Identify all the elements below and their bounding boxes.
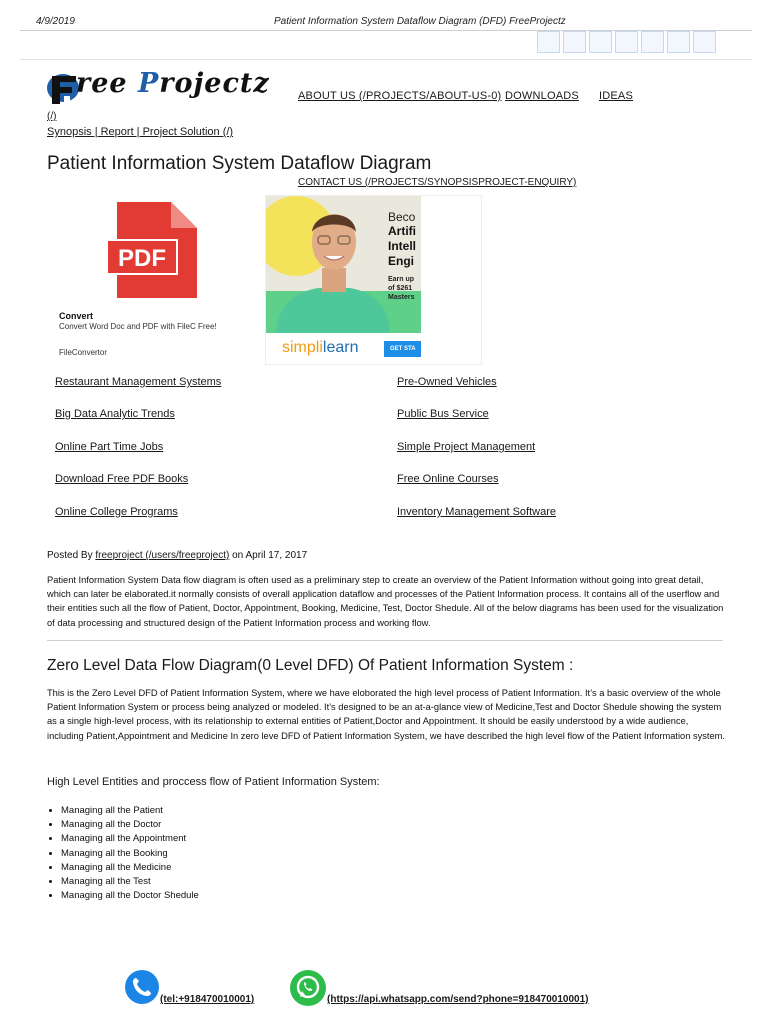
- ad-link[interactable]: Online College Programs: [55, 506, 178, 518]
- pdf-file-icon: [107, 200, 203, 300]
- print-date: 4/9/2019: [36, 16, 75, 27]
- list-item: • Managing all the Test: [61, 875, 199, 889]
- list-item: • Managing all the Patient: [61, 804, 199, 818]
- ad-link[interactable]: Pre-Owned Vehicles: [397, 376, 497, 388]
- list-item: • Managing all the Medicine: [61, 861, 199, 875]
- entities-subheading: High Level Entities and proccess flow of Patient Information System:: [47, 776, 380, 788]
- ad-line: Artifi: [388, 224, 416, 238]
- entities-list: [47, 804, 199, 903]
- ad-line: Beco: [388, 210, 416, 224]
- ad-small-line: Masters: [388, 294, 415, 301]
- ad-link[interactable]: Download Free PDF Books: [55, 473, 189, 485]
- ad-link[interactable]: Big Data Analytic Trends: [55, 408, 175, 420]
- list-item: • Managing all the Doctor Shedule: [61, 889, 199, 903]
- ad-link[interactable]: Restaurant Management Systems: [55, 376, 222, 388]
- ad-link[interactable]: Simple Project Management: [397, 441, 536, 453]
- logo-emblem-icon: [46, 70, 80, 106]
- simplilearn-logo: simplilearn: [282, 339, 359, 356]
- page-title: Patient Information System Dataflow Diagram: [47, 153, 432, 174]
- ad-small-line: of $261: [388, 285, 413, 292]
- nav-ideas-link[interactable]: IDEAS: [599, 90, 634, 102]
- get-started-button[interactable]: GET STA: [384, 341, 421, 357]
- section-heading: Zero Level Data Flow Diagram(0 Level DFD) Of Patient Information System :: [47, 657, 574, 674]
- print-title: Patient Information System Dataflow Diagram (DFD) FreeProjectz: [274, 16, 566, 27]
- ad-line: Engi: [388, 254, 414, 268]
- site-logo[interactable]: [46, 66, 270, 110]
- list-item: • Managing all the Doctor: [61, 818, 199, 832]
- list-item: • Managing all the Booking: [61, 847, 199, 861]
- nav-divider: [20, 59, 752, 60]
- post-meta: [47, 550, 307, 561]
- share-button[interactable]: [641, 31, 664, 53]
- phone-icon[interactable]: [125, 970, 159, 1004]
- intro-paragraph: Patient Information System Data flow diagram is often used as a preliminary step to create an overview of the Patient Information without going into great detail, which can later be elaborated.it normally consists of overall application dataflow and processes of the Patient Information process. It contains all of the userflow and their entities such all the flow of Patient, Doctor, Appointment, Booking, Medicine, Test, Doctor Shedule. All of the below diagrams has been used for the visualization of data processing and structured design of the Patient Information process and working flow.: [47, 575, 724, 628]
- share-button[interactable]: [537, 31, 560, 53]
- whatsapp-icon[interactable]: [290, 970, 326, 1006]
- ad-copy: [388, 210, 448, 302]
- ad-body: Convert Word Doc and PDF with FileC Free!: [59, 322, 217, 331]
- synopsis-link[interactable]: Synopsis | Report | Project Solution (/): [47, 126, 234, 138]
- section-paragraph: This is the Zero Level DFD of Patient Information System, where we have eloborated the high level process of Patient Information. It’s a basic overview of the whole Patient Information System or process being analyzed or modeled. It’s designed to be an at-a-glance view of Medicine,Test and Doctor Shedule showing the system as a single high-level process, with its relationship to external entities of Patient,Doctor and Appointment. It should be easily understood by a wide audience, including Patient,Appointment and Medicine In zero leve DFD of Patient Information System, we have described the high level flow of the Patient Information system.: [47, 688, 725, 741]
- ad-link[interactable]: Free Online Courses: [397, 473, 499, 485]
- tel-link[interactable]: (tel:+918470010001): [160, 994, 255, 1005]
- ad-small-line: Earn up: [388, 276, 415, 283]
- pdf-converter-ad[interactable]: [57, 198, 257, 363]
- logo-text: ree Projectz: [76, 68, 270, 99]
- whatsapp-link[interactable]: (https://api.whatsapp.com/send?phone=918470010001): [327, 994, 589, 1005]
- share-button[interactable]: [667, 31, 690, 53]
- ad-footer-bar: [266, 333, 421, 364]
- share-button[interactable]: [693, 31, 716, 53]
- pdf-icon-label: PDF: [118, 245, 166, 272]
- ad-brand: FileConvertor: [59, 348, 108, 357]
- ad-link[interactable]: Inventory Management Software: [397, 506, 556, 518]
- share-buttons: [537, 31, 716, 53]
- ad-link[interactable]: Online Part Time Jobs: [55, 441, 164, 453]
- nav-about-link[interactable]: ABOUT US (/PROJECTS/ABOUT-US-0): [298, 90, 502, 102]
- home-link[interactable]: (/): [47, 111, 57, 122]
- simplilearn-ad[interactable]: [265, 195, 482, 365]
- ad-link[interactable]: Public Bus Service: [397, 408, 489, 420]
- nav-downloads-link[interactable]: DOWNLOADS: [505, 90, 579, 102]
- share-button[interactable]: [563, 31, 586, 53]
- share-button[interactable]: [589, 31, 612, 53]
- list-item: • Managing all the Appointment: [61, 832, 199, 846]
- print-header: [0, 16, 768, 30]
- nav-contact-link[interactable]: CONTACT US (/PROJECTS/SYNOPSISPROJECT-ENQUIRY): [298, 177, 577, 188]
- post-date: on April 17, 2017: [232, 550, 308, 561]
- posted-by-label: Posted By: [47, 550, 93, 561]
- share-button[interactable]: [615, 31, 638, 53]
- author-link[interactable]: freeproject (/users/freeproject): [95, 550, 230, 561]
- ad-line: Intell: [388, 239, 417, 253]
- ad-title: Convert: [59, 311, 94, 321]
- phone-handset-icon: [125, 970, 159, 1004]
- section-divider: [47, 640, 723, 641]
- whatsapp-logo-icon: [290, 970, 326, 1006]
